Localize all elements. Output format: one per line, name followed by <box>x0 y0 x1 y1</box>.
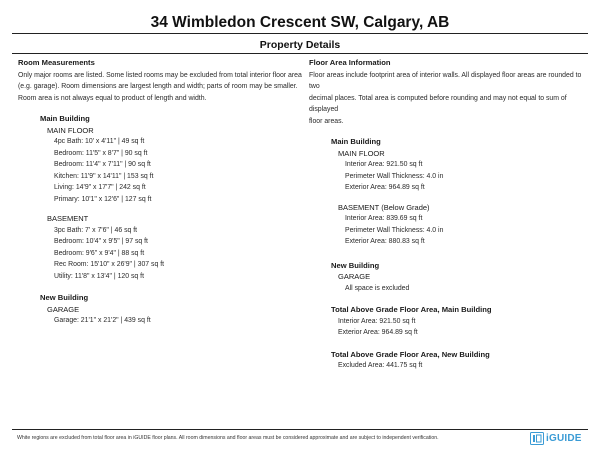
room-item: 4pc Bath: 10' x 4'11" | 49 sq ft <box>54 138 145 145</box>
room-item: Utility: 11'8" x 13'4" | 120 sq ft <box>54 272 145 280</box>
room-item: Living: 14'9" x 17'7" | 242 sq ft <box>54 184 146 191</box>
description-line: (e.g. garage). Room dimensions are largest length and width; parts of room may be smaller. <box>18 83 298 90</box>
room-item: Bedroom: 10'4" x 9'5" | 97 sq ft <box>54 238 148 245</box>
basement-label: BASEMENT (Below Grade) <box>338 202 430 212</box>
page-subtitle: Property Details <box>259 39 341 51</box>
area-item: All space is excluded <box>345 284 410 292</box>
room-item: Bedroom: 11'4" x 7'11" | 90 sq ft <box>54 161 151 168</box>
room-item: Garage: 21'1" x 21'2" | 439 sq ft <box>54 317 151 324</box>
room-item: Bedroom: 9'6" x 9'4" | 88 sq ft <box>54 249 145 257</box>
description-line: Floor areas include footprint area of interior walls. All displayed floor areas are rounded to two <box>309 71 582 90</box>
floor-area-description <box>309 70 589 128</box>
room-item: Primary: 10'1" x 12'6" | 127 sq ft <box>54 195 152 203</box>
total-main-building-label: Total Above Grade Floor Area, Main Building <box>331 305 492 314</box>
room-item: Kitchen: 11'9" x 14'11" | 153 sq ft <box>54 172 154 180</box>
description-line: Only major rooms are listed. Some listed rooms may be excluded from total interior floor area <box>18 71 302 79</box>
area-item: Interior Area: 921.50 sq ft <box>345 161 423 168</box>
description-line: Room area is not always equal to product of length and width. <box>18 94 207 102</box>
description-line: decimal places. Total area is computed before rounding and may not equal to sum of displayed <box>309 94 567 113</box>
floor-area-section <box>309 57 589 372</box>
title-divider <box>12 33 588 34</box>
main-floor-label: MAIN FLOOR <box>338 148 385 158</box>
iguide-logo-icon <box>530 432 544 445</box>
garage-label: GARAGE <box>338 272 371 281</box>
area-item: Interior Area: 839.69 sq ft <box>345 215 423 222</box>
area-item: Perimeter Wall Thickness: 4.0 in <box>345 226 444 234</box>
floor-area-heading: Floor Area Information <box>309 58 391 67</box>
room-item: Rec Room: 15'10" x 26'9" | 307 sq ft <box>54 261 165 268</box>
new-building-label: New Building <box>40 293 89 302</box>
area-item: Perimeter Wall Thickness: 4.0 in <box>345 172 444 180</box>
room-measurements-heading: Room Measurements <box>18 58 95 67</box>
room-item: 3pc Bath: 7' x 7'6" | 46 sq ft <box>54 226 138 234</box>
room-item: Bedroom: 11'5" x 8'7" | 90 sq ft <box>54 149 148 157</box>
footer-divider <box>12 429 588 430</box>
area-item: Exterior Area: 880.83 sq ft <box>345 238 425 245</box>
description-line: floor areas. <box>309 117 344 125</box>
basement-label: BASEMENT <box>47 214 89 223</box>
page-title: 34 Wimbledon Crescent SW, Calgary, AB <box>150 14 450 31</box>
main-building-label: Main Building <box>40 114 90 123</box>
new-building-label: New Building <box>331 260 380 270</box>
area-item: Exterior Area: 964.89 sq ft <box>345 184 425 191</box>
room-measurements-description <box>18 70 304 105</box>
iguide-logo <box>530 432 582 445</box>
subtitle-divider <box>12 53 588 54</box>
logo-text: iGUIDE <box>546 433 582 444</box>
total-new-building-label: Total Above Grade Floor Area, New Building <box>331 349 490 359</box>
footer-disclaimer: White regions are excluded from total floor area in iGUIDE floor plans. All room dimensions and floor areas must be considered approximate and are subject to independent verification. <box>17 435 439 441</box>
garage-label: GARAGE <box>47 304 80 314</box>
area-item: Interior Area: 921.50 sq ft <box>338 317 416 325</box>
room-measurements-section <box>18 57 304 327</box>
area-item: Exterior Area: 964.89 sq ft <box>338 329 418 336</box>
area-item: Excluded Area: 441.75 sq ft <box>338 362 423 369</box>
main-building-label: Main Building <box>331 137 381 146</box>
main-floor-label: MAIN FLOOR <box>47 125 94 135</box>
